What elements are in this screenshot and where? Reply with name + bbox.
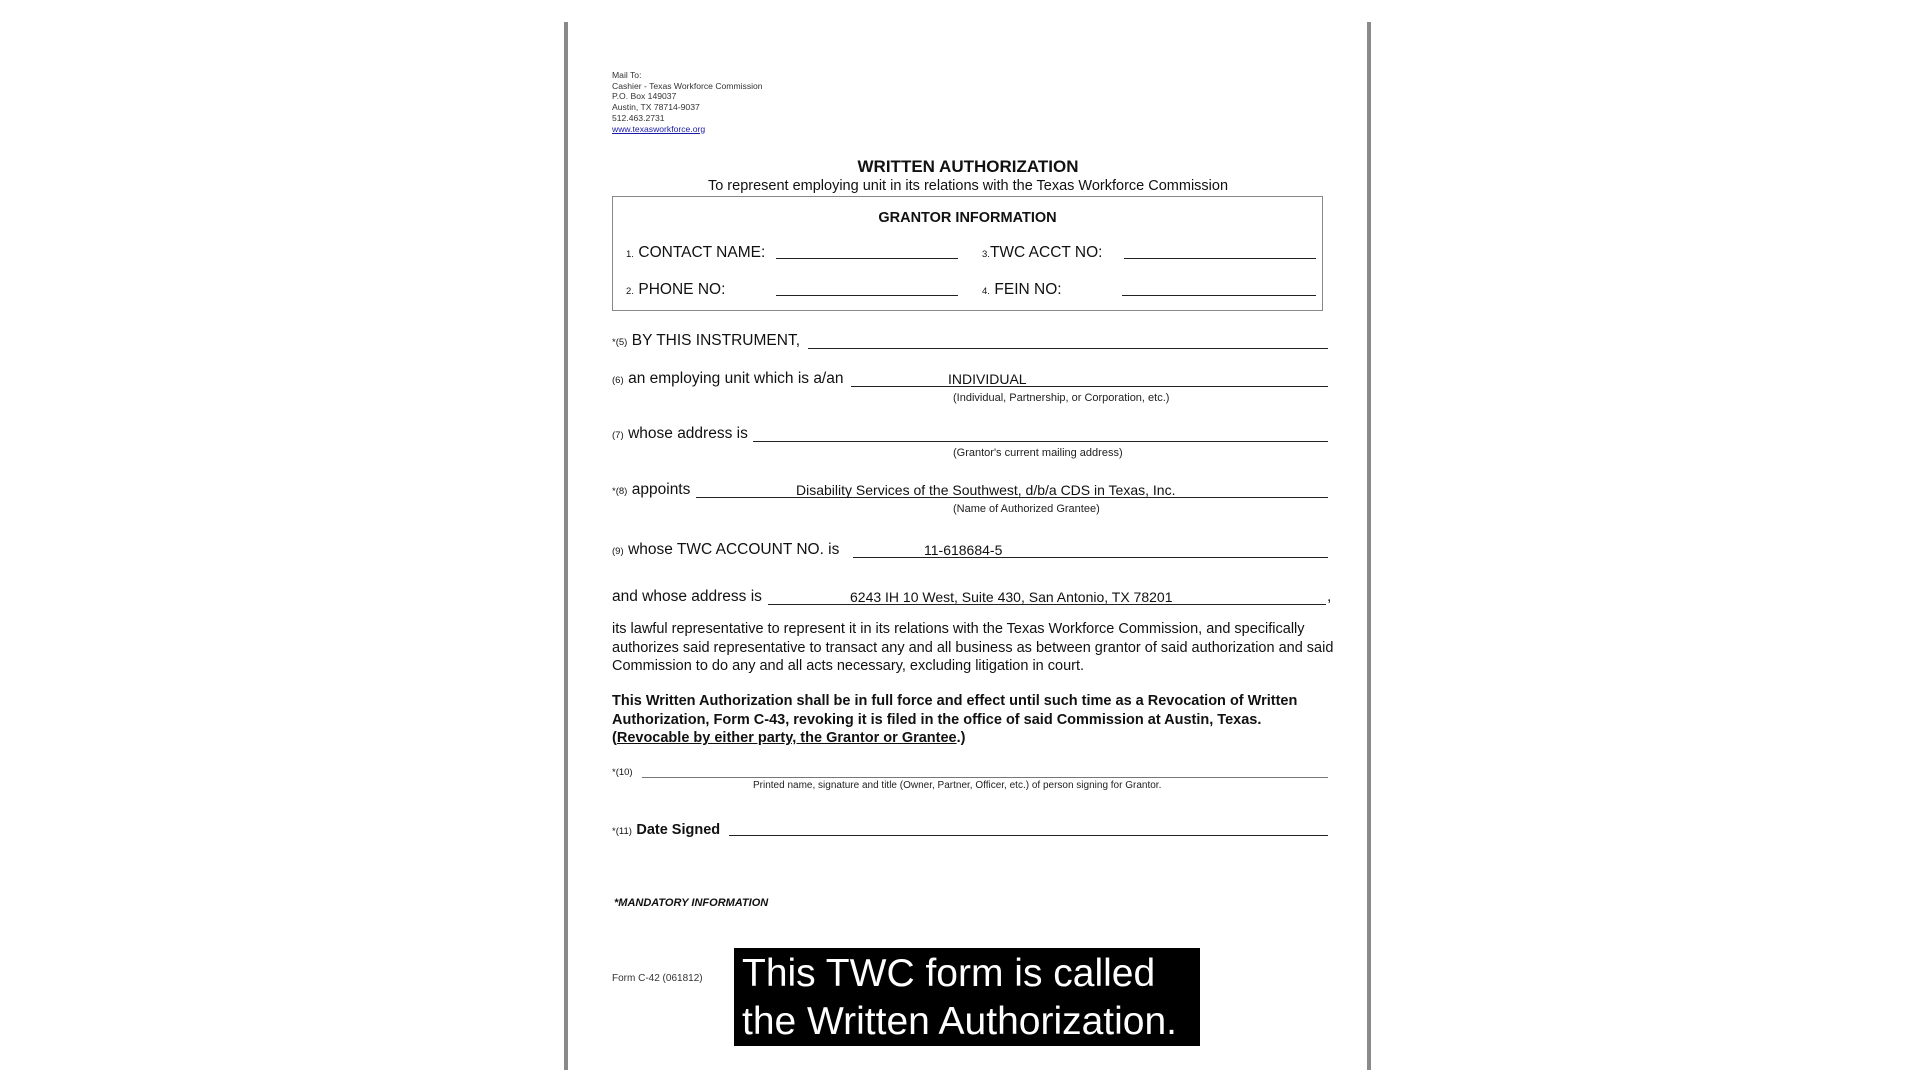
mail-line: 512.463.2731 [612,112,665,123]
grantee-name-hint: (Name of Authorized Grantee) [953,503,1100,515]
grantee-address-comma: , [1327,588,1332,605]
fein-field[interactable] [1122,295,1316,296]
phone-label: 2. PHONE NO: [626,281,726,298]
grantee-address-value: 6243 IH 10 West, Suite 430, San Antonio, TX 78201 [850,589,1173,605]
fein-label: 4. FEIN NO: [982,281,1062,298]
form-subtitle: To represent employing unit in its relations with the Texas Workforce Commission [707,178,1229,194]
grantee-name-value: Disability Services of the Southwest, d/b/a CDS in Texas, Inc. [796,482,1176,498]
mail-line: Cashier - Texas Workforce Commission [612,80,763,91]
employing-unit-field[interactable] [851,386,1328,387]
video-caption [734,948,1200,1046]
item-11-label: *(11) Date Signed [612,822,721,838]
authorization-paragraph: its lawful representative to represent it in its relations with the Texas Workforce Commission, and specifically authorizes said representative to transact any and all business as between grantor of said authorization and said Commission to do any and all acts necessary, excluding litigation in court. [612,621,1334,674]
caption-line-2: the Written Authorization. [742,1000,1178,1043]
grantor-heading: GRANTOR INFORMATION [878,210,1057,226]
item-8-label: *(8) appoints [612,481,691,498]
mandatory-info-note: *MANDATORY INFORMATION [614,897,769,909]
contact-name-field[interactable] [776,258,958,259]
contact-name-label: 1. CONTACT NAME: [626,244,766,261]
grantee-account-value: 11-618684-5 [924,542,1003,558]
validity-paragraph: This Written Authorization shall be in full force and effect until such time as a Revocation of Written Authorization, Form C-43, revoking it is filed in the office of said Commission at Austin, Texas. (Revocable by either party, the Grantor or Grantee.) [612,693,1298,746]
form-id: Form C-42 (061812) [612,973,703,984]
employing-unit-hint: (Individual, Partnership, or Corporation, etc.) [953,392,1170,404]
item-7-label: (7) whose address is [612,425,748,442]
date-signed-field[interactable] [729,835,1328,836]
item-5-label: *(5) BY THIS INSTRUMENT, [612,332,800,349]
caption-line-1: This TWC form is called [742,952,1156,995]
phone-field[interactable] [776,295,958,296]
form-title: WRITTEN AUTHORIZATION [857,157,1079,176]
twc-acct-field[interactable] [1124,258,1316,259]
page-right-border [1367,22,1371,1070]
mail-to-block [612,70,763,134]
grantor-address-field[interactable] [753,441,1328,442]
employing-unit-value: INDIVIDUAL [948,371,1027,387]
grantor-address-hint: (Grantor's current mailing address) [953,447,1123,459]
item-10-number: *(10) [612,767,633,778]
revocable-note: Revocable by either party, the Grantor or Grantee [616,730,957,746]
mail-line: P.O. Box 149037 [612,91,677,102]
item-6-label: (6) an employing unit which is a/an [612,370,844,387]
twc-acct-label: 3.TWC ACCT NO: [982,244,1103,261]
item-9-label: (9) whose TWC ACCOUNT NO. is [612,541,840,558]
signature-hint: Printed name, signature and title (Owner, Partner, Officer, etc.) of person signing for Grantor. [753,780,1162,791]
website-link[interactable]: www.texasworkforce.org [612,123,706,134]
signature-field[interactable] [642,777,1328,778]
instrument-field[interactable] [808,348,1328,349]
mail-line: Austin, TX 78714-9037 [612,102,700,113]
mail-line: Mail To: [612,70,642,80]
grantee-address-label: and whose address is [612,588,762,605]
page-left-border [564,22,568,1070]
